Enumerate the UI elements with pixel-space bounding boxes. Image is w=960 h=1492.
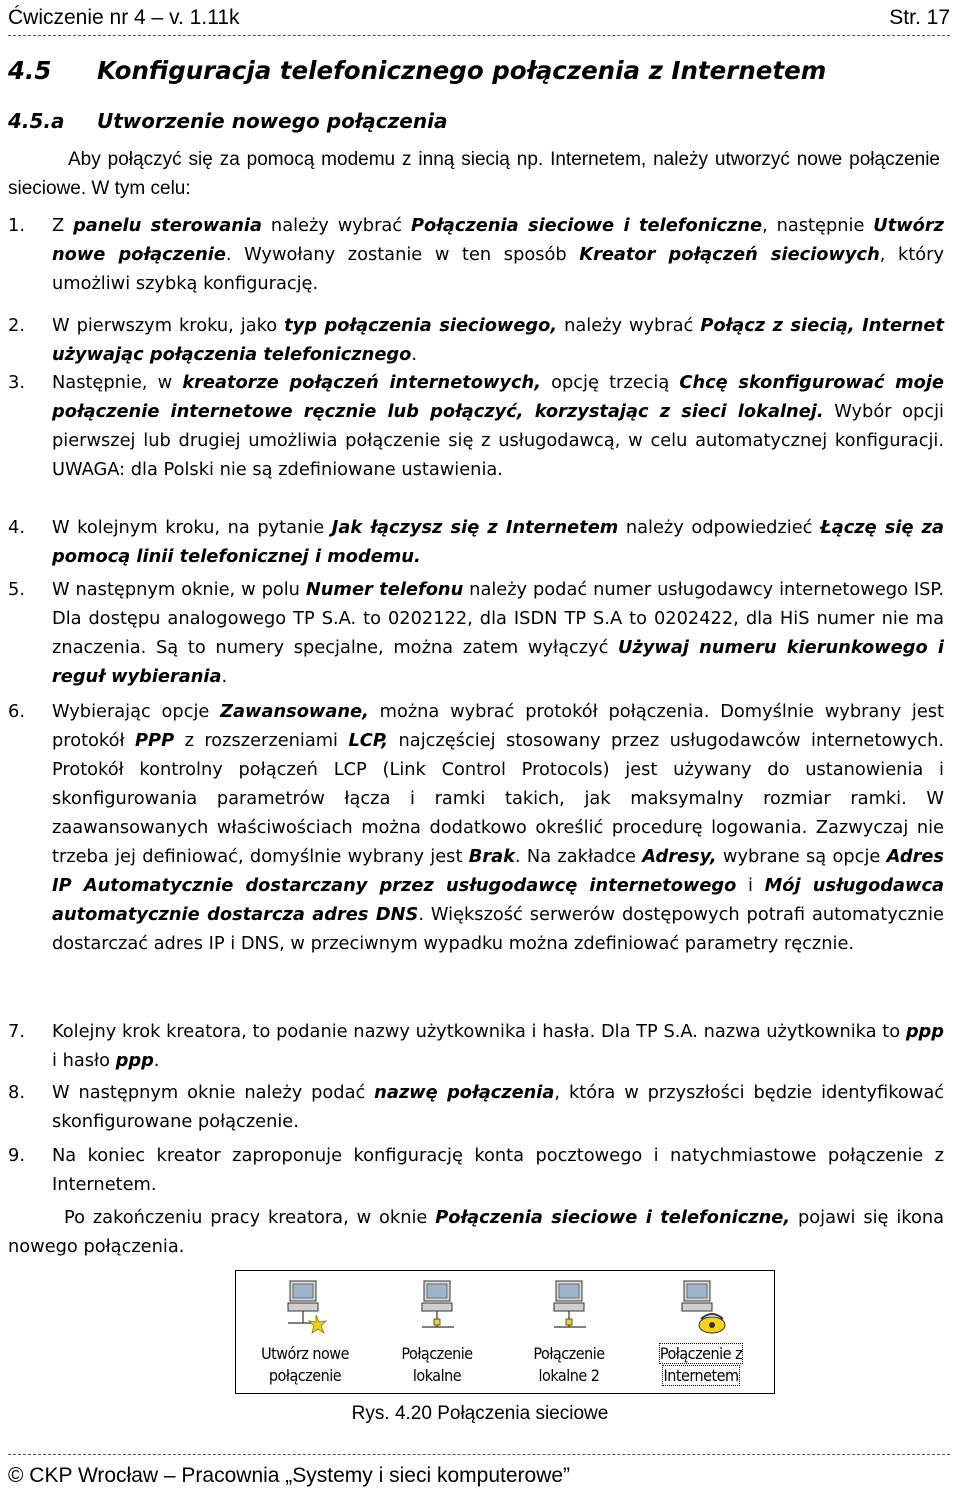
list-item-number: 7. <box>8 1021 25 1042</box>
text-run: Po zakończeniu pracy kreatora, w oknie <box>64 1207 436 1228</box>
list-item-text <box>52 513 944 571</box>
emphasized-term: Chcę skonfigurować moje połączenie internetowe ręcznie lub połączyć, korzystając z sieci lokalnej. <box>52 372 944 422</box>
text-run: . <box>221 666 228 687</box>
list-item-text <box>52 211 944 298</box>
header-exercise: Ćwiczenie nr 4 – v. 1.11k <box>8 6 240 29</box>
outro-paragraph <box>8 1203 944 1261</box>
emphasized-term: nazwę połączenia <box>374 1082 555 1103</box>
section-heading <box>8 56 826 85</box>
icon-item-dialup-connection[interactable] <box>638 1277 764 1389</box>
list-item <box>8 211 944 298</box>
text-run: i <box>736 875 765 896</box>
list-item-number: 2. <box>8 315 25 336</box>
page-header <box>8 4 950 38</box>
icon-label-line1: Połączenie <box>401 1344 473 1363</box>
footer-text: © CKP Wrocław – Pracownia „Systemy i sieci komputerowe” <box>8 1464 571 1487</box>
text-run: Następnie, w <box>52 372 183 393</box>
new-connection-icon <box>276 1277 334 1339</box>
list-item-text <box>52 368 944 484</box>
emphasized-term: Utwórz nowe połączenie <box>52 215 944 265</box>
text-run: Wybierając opcje <box>52 701 221 722</box>
section-number: 4.5 <box>8 56 52 85</box>
icon-label <box>374 1343 500 1387</box>
list-item <box>8 311 944 369</box>
figure-caption: Rys. 4.20 Połączenia sieciowe <box>351 1403 609 1424</box>
emphasized-term: Adres IP Automatycznie dostarczany przez usługodawcę internetowego <box>52 846 945 896</box>
emphasized-term: Mój usługodawca automatycznie dostarcza adres DNS <box>52 875 944 925</box>
emphasized-term: panelu sterowania <box>73 215 263 236</box>
emphasized-term: Jak łączysz się z Internetem <box>331 517 619 538</box>
list-item-number: 9. <box>8 1145 25 1166</box>
text-run: Kolejny krok kreatora, to podanie nazwy użytkownika i hasła. Dla TP S.A. nazwa użytkownika to <box>52 1021 906 1042</box>
emphasized-term: Kreator połączeń sieciowych <box>579 244 880 265</box>
emphasized-term: LCP, <box>348 730 389 751</box>
emphasized-term: PPP <box>135 730 175 751</box>
local-connection-icon <box>408 1277 466 1339</box>
list-item-text <box>52 575 944 691</box>
text-run: W pierwszym kroku, jako <box>52 315 285 336</box>
icon-label-line1: Połączenie z <box>659 1344 743 1363</box>
text-run: . Wywołany zostanie w ten sposób <box>225 244 580 265</box>
section-title: Konfiguracja telefonicznego połączenia z Internetem <box>97 56 827 85</box>
icon-label-line1: Utwórz nowe <box>261 1344 349 1363</box>
list-item <box>8 697 944 958</box>
text-run: najczęściej stosowany przez usługodawców internetowych. Protokół kontrolny połączeń LCP (Link Control Protocols) jest używany do ustanowienia i skonfigurowania parametrów łącza i ramki takich, jak maksymalny rozmiar ramki. W zaawansowanych właściwościach można dodatkowo określić procedurę logowania. Zazwyczaj nie trzeba jej definiować, domyślnie wybrany jest <box>52 730 944 867</box>
local-connection-icon <box>540 1277 598 1339</box>
text-run: można wybrać protokół połączenia. Domyślnie wybrany jest protokół <box>52 701 944 751</box>
emphasized-term: Połącz z siecią, Internet używając połączenia telefonicznego <box>52 315 944 365</box>
list-item-number: 1. <box>8 215 25 236</box>
icon-item-local-connection[interactable] <box>374 1277 500 1389</box>
header-page-number: Str. 17 <box>889 6 950 29</box>
emphasized-term: Zawansowane, <box>220 701 369 722</box>
subsection-number: 4.5.a <box>8 109 65 133</box>
text-run: i hasło <box>52 1050 116 1071</box>
text-run: należy odpowiedzieć <box>618 517 820 538</box>
list-item <box>8 1141 944 1199</box>
text-run: pojawi się ikona nowego połączenia. <box>8 1207 944 1257</box>
list-item-text <box>52 697 944 958</box>
subsection-heading <box>8 109 447 133</box>
text-run: . <box>411 344 417 365</box>
header-rule <box>8 35 950 36</box>
text-run: . Na zakładce <box>514 846 643 867</box>
network-connections-figure <box>235 1270 775 1394</box>
list-item <box>8 1017 944 1075</box>
emphasized-term: ppp <box>115 1050 154 1071</box>
icon-label-line2: Internetem <box>663 1366 739 1385</box>
text-run: , który umożliwi szybką konfigurację. <box>52 244 944 294</box>
icon-label-line2: lokalne <box>412 1366 462 1385</box>
text-run: należy wybrać <box>262 215 411 236</box>
text-run: W kolejnym kroku, na pytanie <box>52 517 332 538</box>
footer-rule <box>8 1454 950 1455</box>
list-item-number: 3. <box>8 372 25 393</box>
icon-label <box>638 1343 764 1387</box>
dialup-connection-icon <box>672 1277 730 1339</box>
text-run: Na koniec kreator zaproponuje konfigurację konta pocztowego i natychmiastowe połączenie z Internetem. <box>52 1145 944 1195</box>
icon-item-local-connection-2[interactable] <box>506 1277 632 1389</box>
icon-label <box>506 1343 632 1387</box>
emphasized-term: Używaj numeru kierunkowego i reguł wybierania <box>52 637 944 687</box>
emphasized-term: Numer telefonu <box>305 579 464 600</box>
icon-label-line2: lokalne 2 <box>538 1366 600 1385</box>
text-run: , następnie <box>762 215 874 236</box>
text-run: należy wybrać <box>557 315 701 336</box>
list-item <box>8 513 944 571</box>
icon-item-new-connection[interactable] <box>242 1277 368 1389</box>
emphasized-term: typ połączenia sieciowego, <box>284 315 558 336</box>
emphasized-term: Połączenia sieciowe i telefoniczne, <box>435 1207 791 1228</box>
emphasized-term: Połączenia sieciowe i telefoniczne <box>410 215 763 236</box>
text-run: W następnym oknie należy podać <box>52 1082 375 1103</box>
list-item <box>8 1078 944 1136</box>
list-item-text <box>52 1141 944 1199</box>
emphasized-term: kreatorze połączeń internetowych, <box>182 372 541 393</box>
emphasized-term: Adresy, <box>642 846 717 867</box>
text-run: opcję trzecią <box>540 372 680 393</box>
list-item-number: 8. <box>8 1082 25 1103</box>
list-item-text <box>52 1078 944 1136</box>
list-item <box>8 368 944 484</box>
text-run: , która w przyszłości będzie identyfikować skonfigurowane połączenie. <box>52 1082 945 1132</box>
text-run: wybrane są opcje <box>716 846 887 867</box>
text-run: . <box>153 1050 160 1071</box>
icon-label <box>242 1343 368 1387</box>
text-run: . Większość serwerów dostępowych potrafi automatycznie dostarczać adres IP i DNS, w przeciwnym wypadku można zdefiniować parametry ręcznie. <box>52 904 944 954</box>
text-run: Wybór opcji pierwszej lub drugiej umożliwia połączenie się z usługodawcą, w celu automatycznej konfiguracji. UWAGA: dla Polski nie są zdefiniowane ustawienia. <box>52 401 944 480</box>
emphasized-term: Łączę się za pomocą linii telefonicznej i modemu. <box>52 517 945 567</box>
list-item-number: 5. <box>8 579 25 600</box>
text-run: należy podać numer usługodawcy internetowego ISP. Dla dostępu analogowego TP S.A. to 0202122, dla ISDN TP S.A to 0202422, dla HiS numer nie ma znaczenia. Są to numery specjalne, można zatem wyłączyć <box>52 579 944 658</box>
emphasized-term: Brak <box>468 846 515 867</box>
subsection-title: Utworzenie nowego połączenia <box>97 109 448 133</box>
icon-label-line2: połączenie <box>268 1366 342 1385</box>
list-item-text <box>52 311 944 369</box>
intro-paragraph: Aby połączyć się za pomocą modemu z inną siecią np. Internetem, należy utworzyć nowe połączenie sieciowe. W tym celu: <box>8 149 940 199</box>
text-run: W następnym oknie, w polu <box>52 579 306 600</box>
list-item-text <box>52 1017 944 1075</box>
text-run: Z <box>52 215 74 236</box>
icon-label-line1: Połączenie <box>533 1344 605 1363</box>
list-item-number: 4. <box>8 517 25 538</box>
list-item <box>8 575 944 691</box>
list-item-number: 6. <box>8 701 25 722</box>
text-run: z rozszerzeniami <box>174 730 349 751</box>
emphasized-term: ppp <box>905 1021 944 1042</box>
